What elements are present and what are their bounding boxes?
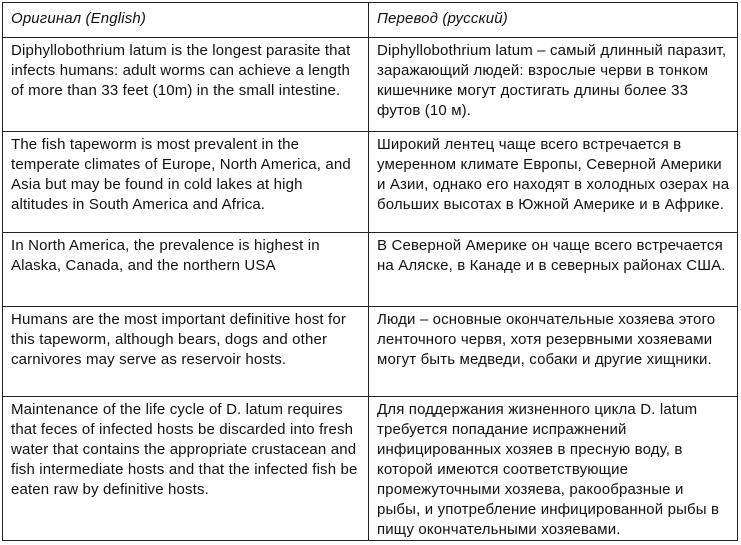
translation-table (2, 2, 738, 541)
original-cell: Maintenance of the life cycle of D. latum requires that feces of infected hosts be discarded into fresh water that contains the appropriate crustacean and fish intermediate hosts and that the infected fish be eaten raw by definitive hosts. (3, 397, 369, 541)
original-cell: Humans are the most important definitive host for this tapeworm, although bears, dogs and other carnivores may serve as reservoir hosts. (3, 307, 369, 397)
table-row (3, 38, 738, 132)
translation-cell: Люди – основные окончательные хозяева этого ленточного червя, хотя резервными хозяевами могут быть медведи, собаки и другие хищники. (369, 307, 738, 397)
translation-cell: В Северной Америке он чаще всего встречается на Аляске, в Канаде и в северных районах США. (369, 233, 738, 307)
table-row (3, 132, 738, 233)
table-row (3, 397, 738, 541)
table-row (3, 233, 738, 307)
header-row (3, 3, 738, 38)
original-cell: The fish tapeworm is most prevalent in the temperate climates of Europe, North America, and Asia but may be found in cold lakes at high altitudes in South America and Africa. (3, 132, 369, 233)
header-translation: Перевод (русский) (369, 3, 738, 38)
original-cell: In North America, the prevalence is highest in Alaska, Canada, and the northern USA (3, 233, 369, 307)
header-original: Оригинал (English) (3, 3, 369, 38)
translation-cell: Diphyllobothrium latum – самый длинный паразит, заражающий людей: взрослые черви в тонком кишечнике могут достигать длины более 33 футов (10 м). (369, 38, 738, 132)
translation-cell: Для поддержания жизненного цикла D. latum требуется попадание испражнений инфицированных хозяев в пресную воду, в которой имеются соответствующие промежуточными хозяева, ракообразные и рыбы, и употребление инфицированной рыбы в пищу окончательными хозяевами. (369, 397, 738, 541)
original-cell: Diphyllobothrium latum is the longest parasite that infects humans: adult worms can achieve a length of more than 33 feet (10m) in the small intestine. (3, 38, 369, 132)
table-row (3, 307, 738, 397)
translation-cell: Широкий лентец чаще всего встречается в умеренном климате Европы, Северной Америки и Азии, однако его находят в холодных озерах на больших высотах в Южной Америке и в Африке. (369, 132, 738, 233)
